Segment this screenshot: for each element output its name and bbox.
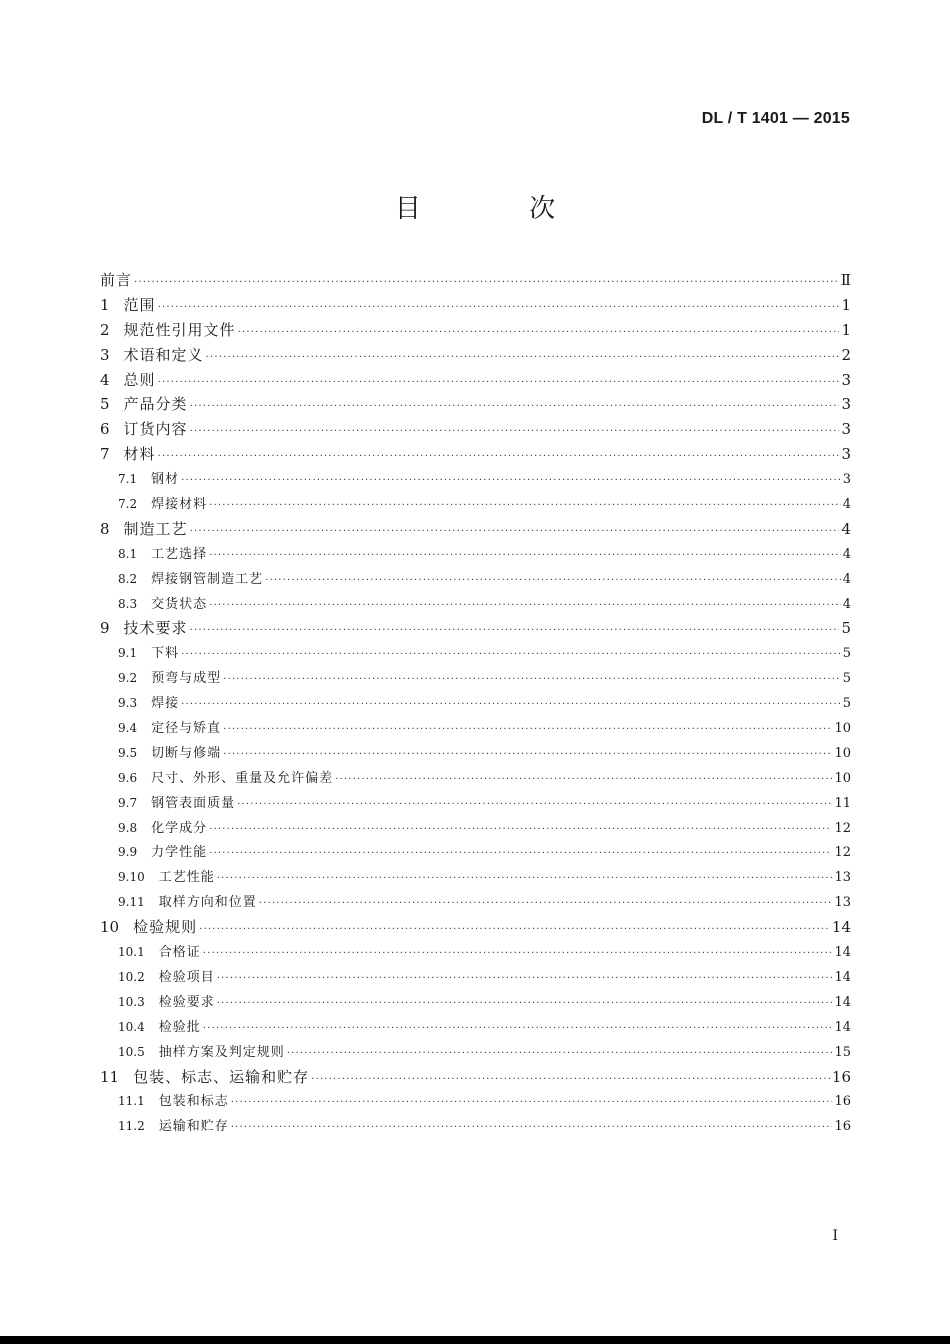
toc-entry-number: 9.8 — [118, 820, 138, 835]
toc-leader-dots — [209, 494, 841, 517]
toc-leader-dots — [311, 1068, 830, 1090]
toc-entry-label: 切断与修端 — [151, 745, 222, 761]
toc-entry-number: 10.4 — [118, 1019, 145, 1034]
toc-entry[interactable] — [100, 442, 851, 467]
toc-entry[interactable] — [100, 766, 851, 791]
toc-entry-number: 11.1 — [118, 1094, 145, 1109]
toc-entry-number: 10 — [100, 918, 120, 937]
toc-entry-label: 钢材 — [151, 472, 180, 488]
toc-entry-page: 3 — [841, 370, 851, 389]
toc-entry-number: 10.3 — [118, 994, 145, 1009]
toc-entry-page: 4 — [842, 596, 851, 612]
toc-leader-dots — [238, 321, 840, 343]
toc-entry[interactable] — [100, 940, 851, 965]
toc-entry[interactable] — [100, 392, 851, 417]
toc-leader-dots — [265, 569, 841, 592]
toc-entry-number: 7.2 — [118, 497, 138, 512]
toc-leader-dots — [223, 668, 841, 691]
toc-entry-label: 产品分类 — [123, 395, 188, 414]
toc-entry-label: 合格证 — [158, 945, 201, 961]
toc-entry-number: 8.1 — [118, 546, 138, 561]
toc-entry-page: 13 — [834, 895, 851, 911]
bottom-border — [0, 1336, 950, 1344]
toc-entry-number: 9.6 — [118, 770, 138, 785]
toc-entry-page: 3 — [842, 472, 851, 488]
toc-entry[interactable] — [100, 1065, 851, 1090]
toc-entry[interactable] — [100, 293, 851, 318]
toc-leader-dots — [134, 271, 839, 293]
toc-entry-number: 9.9 — [118, 845, 138, 860]
toc-entry[interactable] — [100, 741, 851, 766]
toc-leader-dots — [217, 992, 833, 1015]
toc-entry[interactable] — [100, 865, 851, 890]
toc-entry-label: 力学性能 — [151, 845, 208, 861]
toc-entry-number: 11 — [100, 1067, 120, 1086]
toc-entry-label: 运输和贮存 — [158, 1119, 229, 1135]
toc-entry-number: 7.1 — [118, 472, 138, 487]
toc-entry-label: 工艺性能 — [158, 870, 215, 886]
toc-entry-page: 16 — [834, 1094, 851, 1110]
toc-entry-label: 定径与矫直 — [151, 721, 222, 737]
toc-leader-dots — [209, 842, 832, 865]
toc-entry-page: 10 — [834, 770, 851, 786]
toc-entry-number: 2 — [100, 320, 110, 339]
toc-leader-dots — [190, 520, 840, 542]
toc-entry-label: 焊接 — [151, 696, 180, 712]
toc-leader-dots — [158, 371, 840, 393]
toc-entry-page: 1 — [841, 320, 851, 339]
toc-leader-dots — [181, 643, 841, 666]
toc-entry-label: 工艺选择 — [151, 546, 208, 562]
toc-entry-label: 范围 — [123, 295, 156, 314]
toc-entry-page: 12 — [834, 845, 851, 861]
toc-entry-number: 10.5 — [118, 1044, 145, 1059]
toc-entry-label: 材料 — [123, 445, 156, 464]
toc-leader-dots — [231, 1091, 833, 1114]
toc-leader-dots — [209, 544, 841, 567]
toc-entry[interactable] — [100, 716, 851, 741]
toc-entry-page: 5 — [842, 671, 851, 687]
toc-entry-label: 交货状态 — [151, 596, 208, 612]
toc-leader-dots — [223, 718, 832, 741]
toc-entry-label: 检验要求 — [158, 994, 215, 1010]
toc-entry-label: 化学成分 — [151, 820, 208, 836]
toc-entry-number: 9.5 — [118, 745, 138, 760]
toc-leader-dots — [199, 918, 830, 940]
toc-entry[interactable] — [100, 1089, 851, 1114]
toc-entry-page: 4 — [841, 519, 851, 538]
toc-entry[interactable] — [100, 890, 851, 915]
toc-entry-label: 钢管表面质量 — [151, 795, 236, 811]
toc-entry-number: 6 — [100, 420, 110, 439]
toc-leader-dots — [158, 445, 840, 467]
toc-entry-label: 规范性引用文件 — [123, 320, 236, 339]
toc-entry[interactable] — [100, 492, 851, 517]
toc-entry-label: 下料 — [151, 646, 180, 662]
toc-entry-page: 10 — [834, 721, 851, 737]
toc-entry[interactable] — [100, 965, 851, 990]
toc-entry[interactable] — [100, 542, 851, 567]
toc-entry[interactable] — [100, 641, 851, 666]
toc-entry-page: 4 — [842, 571, 851, 587]
toc-entry[interactable] — [100, 816, 851, 841]
toc-entry-number: 10.1 — [118, 945, 145, 960]
toc-entry-page: 5 — [842, 646, 851, 662]
toc-entry[interactable] — [100, 1015, 851, 1040]
toc-entry[interactable] — [100, 1040, 851, 1065]
toc-leader-dots — [206, 346, 840, 368]
toc-entry-page: 10 — [834, 745, 851, 761]
toc-leader-dots — [217, 867, 833, 890]
toc-entry-label: 包装和标志 — [158, 1094, 229, 1110]
toc-entry[interactable] — [100, 666, 851, 691]
toc-entry[interactable] — [100, 592, 851, 617]
standard-number: DL / T 1401 — 2015 — [701, 110, 850, 127]
toc-leader-dots — [181, 693, 841, 716]
toc-entry-label: 焊接材料 — [151, 497, 208, 513]
toc-entry-page: 3 — [841, 445, 851, 464]
toc-leader-dots — [181, 469, 841, 492]
toc-entry-page: 14 — [834, 969, 851, 985]
toc-entry-page: 2 — [841, 345, 851, 364]
toc-entry-page: 16 — [834, 1119, 851, 1135]
toc-entry-number: 5 — [100, 395, 110, 414]
toc-entry-page: Ⅱ — [840, 271, 851, 289]
toc-leader-dots — [203, 1017, 833, 1040]
toc-entry[interactable] — [100, 840, 851, 865]
toc-leader-dots — [231, 1116, 833, 1139]
toc-entry-label: 取样方向和位置 — [158, 895, 257, 911]
toc-entry-label: 抽样方案及判定规则 — [158, 1044, 285, 1060]
toc-leader-dots — [158, 296, 840, 318]
toc-entry-page: 14 — [834, 1019, 851, 1035]
toc-entry[interactable] — [100, 791, 851, 816]
toc-entry-page: 13 — [834, 870, 851, 886]
toc-entry-number: 8 — [100, 519, 110, 538]
toc-entry-label: 焊接钢管制造工艺 — [151, 571, 264, 587]
toc-entry-label: 检验批 — [158, 1019, 201, 1035]
toc-leader-dots — [190, 619, 840, 641]
toc-entry[interactable] — [100, 343, 851, 368]
toc-entry[interactable] — [100, 915, 851, 940]
toc-entry-number: 7 — [100, 445, 110, 464]
toc-entry-label: 预弯与成型 — [151, 671, 222, 687]
toc-entry-label: 前言 — [100, 271, 133, 289]
toc-leader-dots — [209, 818, 832, 841]
toc-entry-label: 检验规则 — [133, 918, 198, 937]
toc-entry-page: 3 — [841, 395, 851, 414]
toc-entry[interactable] — [100, 318, 851, 343]
toc-entry[interactable] — [100, 567, 851, 592]
toc-entry-label: 包装、标志、运输和贮存 — [133, 1067, 310, 1086]
toc-entry-label: 订货内容 — [123, 420, 188, 439]
toc-entry-page: 16 — [831, 1067, 851, 1086]
toc-leader-dots — [217, 967, 833, 990]
toc-entry-label: 检验项目 — [158, 969, 215, 985]
toc-entry-number: 10.2 — [118, 969, 145, 984]
toc-entry-label: 总则 — [123, 370, 156, 389]
toc-entry-number: 9.4 — [118, 721, 138, 736]
toc-leader-dots — [287, 1042, 833, 1065]
toc-entry-page: 14 — [831, 918, 851, 937]
toc-entry[interactable] — [100, 268, 851, 293]
toc-leader-dots — [190, 420, 840, 442]
toc-entry-number: 9 — [100, 619, 110, 638]
toc-entry-page: 12 — [834, 820, 851, 836]
toc-entry-number: 1 — [100, 295, 110, 314]
toc-entry-number: 3 — [100, 345, 110, 364]
toc-leader-dots — [190, 395, 840, 417]
toc-entry-number: 9.3 — [118, 696, 138, 711]
toc-entry[interactable] — [100, 990, 851, 1015]
toc-entry-page: 14 — [834, 945, 851, 961]
toc-entry-number: 9.2 — [118, 671, 138, 686]
toc-entry-page: 5 — [841, 619, 851, 638]
toc-entry-page: 11 — [834, 795, 851, 811]
toc-entry-page: 14 — [834, 994, 851, 1010]
toc-leader-dots — [237, 793, 832, 816]
toc-leader-dots — [259, 892, 833, 915]
page-number: I — [832, 1228, 838, 1244]
toc-entry-number: 8.2 — [118, 571, 138, 586]
toc-entry-label: 术语和定义 — [123, 345, 204, 364]
toc-leader-dots — [203, 942, 833, 965]
toc-entry[interactable] — [100, 616, 851, 641]
toc-entry-number: 4 — [100, 370, 110, 389]
toc-entry-number: 9.11 — [118, 895, 145, 910]
toc-entry[interactable] — [100, 517, 851, 542]
toc-entry[interactable] — [100, 368, 851, 393]
toc-leader-dots — [335, 768, 832, 791]
toc-entry-label: 制造工艺 — [123, 519, 188, 538]
toc-entry[interactable] — [100, 417, 851, 442]
toc-entry-page: 15 — [834, 1044, 851, 1060]
toc-entry-page: 5 — [842, 696, 851, 712]
toc-entry-page: 1 — [841, 295, 851, 314]
toc-entry[interactable] — [100, 691, 851, 716]
toc-entry-label: 尺寸、外形、重量及允许偏差 — [151, 770, 334, 786]
toc-entry-label: 技术要求 — [123, 619, 188, 638]
toc-entry-page: 4 — [842, 546, 851, 562]
toc-entry-number: 9.10 — [118, 870, 145, 885]
table-of-contents — [100, 268, 851, 1139]
toc-entry[interactable] — [100, 467, 851, 492]
toc-entry-number: 9.1 — [118, 646, 138, 661]
toc-leader-dots — [209, 594, 841, 617]
toc-entry[interactable] — [100, 1114, 851, 1139]
page-title: 目 次 — [394, 194, 606, 224]
toc-leader-dots — [223, 743, 832, 766]
toc-entry-number: 8.3 — [118, 596, 138, 611]
toc-entry-page: 4 — [842, 497, 851, 513]
toc-entry-number: 9.7 — [118, 795, 138, 810]
toc-entry-number: 11.2 — [118, 1119, 145, 1134]
toc-entry-page: 3 — [841, 420, 851, 439]
